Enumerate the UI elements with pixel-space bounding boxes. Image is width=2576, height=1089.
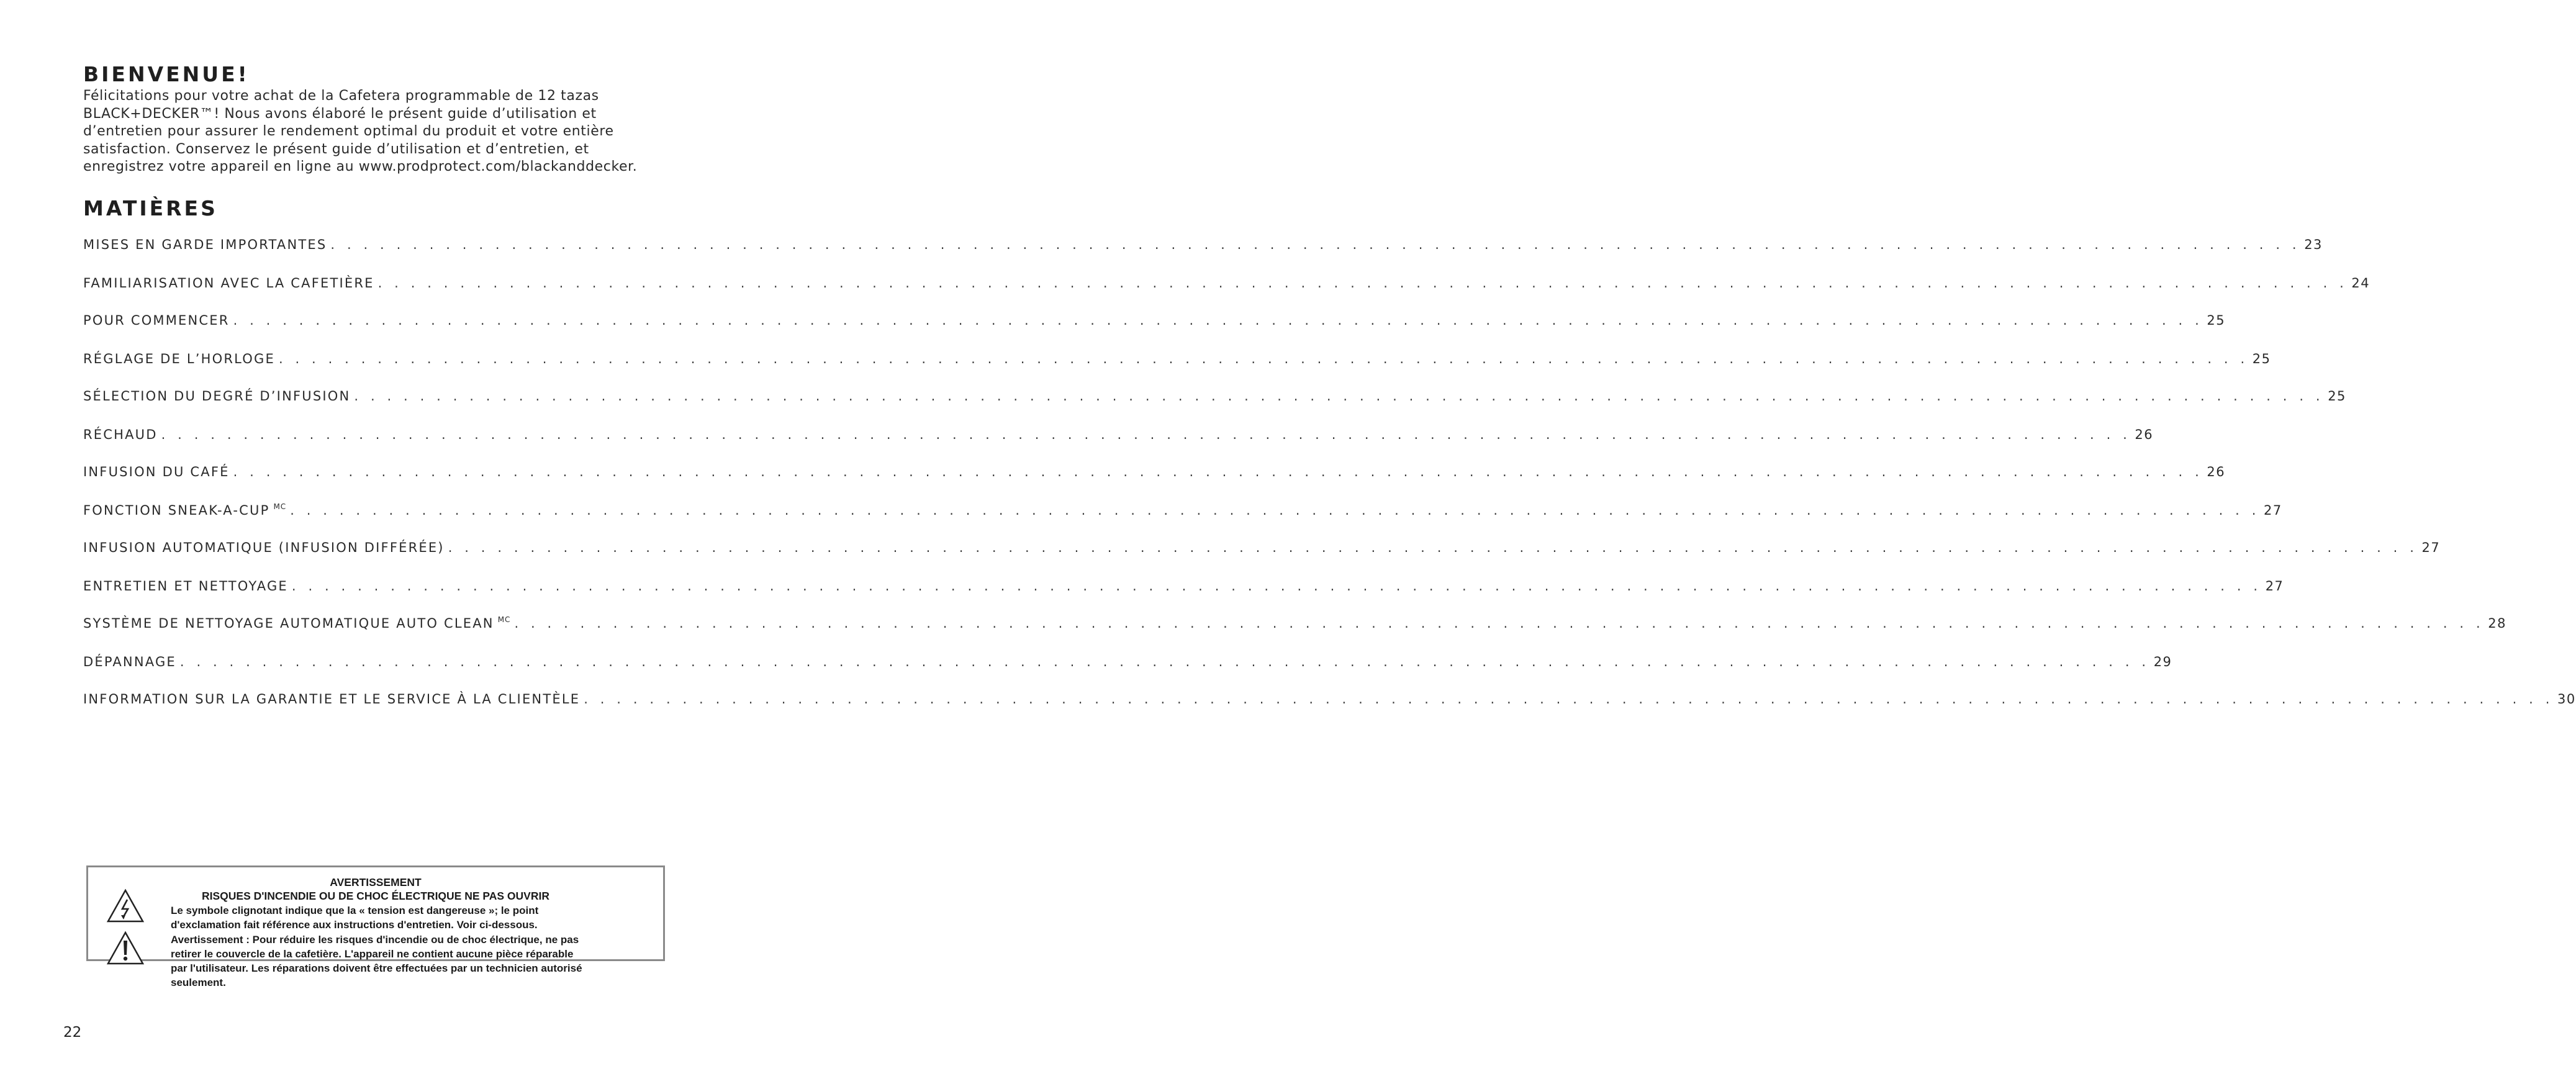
toc-entry xyxy=(83,692,2576,710)
toc-entry-title: RÉCHAUD xyxy=(83,427,158,442)
toc-dot-leader: . . . . . . . . . . . . . . . . . . . . . . . . . . . . . . . . . . . . . . . . . . . . . . . . . . . . . . . . . . . . . . . . . . . . . . . . . . . . . . . . . . . . . . . . . . . . . . . . . . . . . . . . . . . . . . . . . . . . . . . . xyxy=(179,654,2150,669)
toc-entry xyxy=(83,351,2271,370)
toc-entry-title: INFUSION DU CAFÉ xyxy=(83,464,230,479)
toc-entry xyxy=(83,615,2506,635)
toc-dot-leader: . . . . . . . . . . . . . . . . . . . . . . . . . . . . . . . . . . . . . . . . . . . . . . . . . . . . . . . . . . . . . . . . . . . . . . . . . . . . . . . . . . . . . . . . . . . . . . . . . . . . . . . . . . . . . . . . . . . . . . . . xyxy=(161,427,2131,442)
toc-dot-leader: . . . . . . . . . . . . . . . . . . . . . . . . . . . . . . . . . . . . . . . . . . . . . . . . . . . . . . . . . . . . . . . . . . . . . . . . . . . . . . . . . . . . . . . . . . . . . . . . . . . . . . . . . . . . . . . . . . . . . . . . xyxy=(584,692,2554,707)
exclamation-warning-icon xyxy=(106,931,145,965)
toc-entry xyxy=(83,464,2226,483)
intro-line: enregistrez votre appareil en ligne au www.prodprotect.com/blackanddecker. xyxy=(83,159,638,174)
toc-dot-leader: . . . . . . . . . . . . . . . . . . . . . . . . . . . . . . . . . . . . . . . . . . . . . . . . . . . . . . . . . . . . . . . . . . . . . . . . . . . . . . . . . . . . . . . . . . . . . . . . . . . . . . . . . . . . . . . . . . . . . . . . xyxy=(291,579,2262,594)
toc-entry-title: DÉPANNAGE xyxy=(83,654,176,669)
toc-entry-page: 30 xyxy=(2557,692,2576,707)
warning-line: retirer le couvercle de la cafetière. L'appareil ne contient aucune pièce réparable xyxy=(171,947,574,960)
trademark-superscript: MC xyxy=(497,615,511,624)
toc-dot-leader: . . . . . . . . . . . . . . . . . . . . . . . . . . . . . . . . . . . . . . . . . . . . . . . . . . . . . . . . . . . . . . . . . . . . . . . . . . . . . . . . . . . . . . . . . . . . . . . . . . . . . . . . . . . . . . . . . . . . . . . . xyxy=(448,540,2418,555)
toc-entry xyxy=(83,313,2226,332)
toc-entry-page: 27 xyxy=(2421,540,2441,555)
toc-dot-leader: . . . . . . . . . . . . . . . . . . . . . . . . . . . . . . . . . . . . . . . . . . . . . . . . . . . . . . . . . . . . . . . . . . . . . . . . . . . . . . . . . . . . . . . . . . . . . . . . . . . . . . . . . . . . . . . . . . . . . . . . xyxy=(377,276,2348,291)
toc-entry xyxy=(83,427,2154,446)
toc-entry xyxy=(83,237,2323,256)
toc-dot-leader: . . . . . . . . . . . . . . . . . . . . . . . . . . . . . . . . . . . . . . . . . . . . . . . . . . . . . . . . . . . . . . . . . . . . . . . . . . . . . . . . . . . . . . . . . . . . . . . . . . . . . . . . . . . . . . . . . . . . . . . . xyxy=(330,237,2301,252)
toc-entry-page: 23 xyxy=(2304,237,2323,252)
toc-dot-leader: . . . . . . . . . . . . . . . . . . . . . . . . . . . . . . . . . . . . . . . . . . . . . . . . . . . . . . . . . . . . . . . . . . . . . . . . . . . . . . . . . . . . . . . . . . . . . . . . . . . . . . . . . . . . . . . . . . . . . . . . xyxy=(354,389,2325,404)
toc-entry xyxy=(83,579,2284,597)
toc-entry-page: 29 xyxy=(2153,654,2172,669)
toc-entry-page: 26 xyxy=(2135,427,2154,442)
toc-entry-page: 26 xyxy=(2207,464,2226,479)
toc-entry-title: FONCTION SNEAK-A-CUP xyxy=(83,503,270,518)
toc-entry-title: SÉLECTION DU DEGRÉ D’INFUSION xyxy=(83,389,351,404)
toc-entry-title: FAMILIARISATION AVEC LA CAFETIÈRE xyxy=(83,276,374,291)
intro-line: BLACK+DECKER™! Nous avons élaboré le présent guide d’utilisation et xyxy=(83,106,597,122)
toc-entry-page: 25 xyxy=(2252,351,2271,366)
welcome-intro xyxy=(83,88,679,176)
toc-dot-leader: . . . . . . . . . . . . . . . . . . . . . . . . . . . . . . . . . . . . . . . . . . . . . . . . . . . . . . . . . . . . . . . . . . . . . . . . . . . . . . . . . . . . . . . . . . . . . . . . . . . . . . . . . . . . . . . . . . . . . . . . xyxy=(290,503,2260,518)
trademark-superscript: MC xyxy=(273,502,287,511)
toc-entry-page: 28 xyxy=(2488,616,2506,631)
page-number: 22 xyxy=(63,1024,82,1041)
lightning-warning-icon xyxy=(106,888,145,923)
toc-entry-title: INFORMATION SUR LA GARANTIE ET LE SERVICE À LA CLIENTÈLE xyxy=(83,692,581,707)
toc-entry xyxy=(83,502,2282,522)
warning-line: par l'utilisateur. Les réparations doivent être effectuées par un technicien autorisé xyxy=(171,962,582,975)
toc-dot-leader: . . . . . . . . . . . . . . . . . . . . . . . . . . . . . . . . . . . . . . . . . . . . . . . . . . . . . . . . . . . . . . . . . . . . . . . . . . . . . . . . . . . . . . . . . . . . . . . . . . . . . . . . . . . . . . . . . . . . . . . . xyxy=(233,313,2203,328)
warning-heading: AVERTISSEMENT xyxy=(330,876,422,888)
intro-line: Félicitations pour votre achat de la Cafetera programmable de 12 tazas xyxy=(83,88,599,104)
welcome-title: BIENVENUE! xyxy=(83,62,250,86)
warning-text xyxy=(171,903,661,990)
warning-line: seulement. xyxy=(171,977,226,989)
toc-entry-title: POUR COMMENCER xyxy=(83,313,230,328)
toc-entry-title: SYSTÈME DE NETTOYAGE AUTOMATIQUE AUTO CLEAN xyxy=(83,616,494,631)
warning-line: Avertissement : Pour réduire les risques d'incendie ou de choc électrique, ne pas xyxy=(171,933,579,946)
warning-line: Le symbole clignotant indique que la « tension est dangereuse »; le point xyxy=(171,905,539,916)
toc-entry-page: 27 xyxy=(2265,579,2284,594)
toc-entry-title: RÉGLAGE DE L’HORLOGE xyxy=(83,351,275,366)
warning-box xyxy=(86,865,665,989)
toc-entry-title: MISES EN GARDE IMPORTANTES xyxy=(83,237,327,252)
contents-title: MATIÈRES xyxy=(83,196,218,220)
warning-subheading: RISQUES D'INCENDIE OU DE CHOC ÉLECTRIQUE NE PAS OUVRIR xyxy=(201,890,549,902)
toc-entry-page: 25 xyxy=(2328,389,2346,404)
intro-line: d’entretien pour assurer le rendement optimal du produit et votre entière xyxy=(83,124,614,139)
toc-entry xyxy=(83,654,2172,673)
warning-line: d'exclamation fait référence aux instructions d'entretien. Voir ci-dessous. xyxy=(171,919,538,931)
toc-entry-title: ENTRETIEN ET NETTOYAGE xyxy=(83,579,288,594)
toc-entry xyxy=(83,389,2346,407)
intro-line: satisfaction. Conservez le présent guide d’utilisation et d’entretien, et xyxy=(83,141,589,157)
toc-dot-leader: . . . . . . . . . . . . . . . . . . . . . . . . . . . . . . . . . . . . . . . . . . . . . . . . . . . . . . . . . . . . . . . . . . . . . . . . . . . . . . . . . . . . . . . . . . . . . . . . . . . . . . . . . . . . . . . . . . . . . . . . xyxy=(233,464,2203,479)
toc-dot-leader: . . . . . . . . . . . . . . . . . . . . . . . . . . . . . . . . . . . . . . . . . . . . . . . . . . . . . . . . . . . . . . . . . . . . . . . . . . . . . . . . . . . . . . . . . . . . . . . . . . . . . . . . . . . . . . . . . . . . . . . . xyxy=(514,616,2485,631)
toc-entry-page: 24 xyxy=(2351,276,2370,291)
toc-entry-page: 25 xyxy=(2207,313,2226,328)
toc-dot-leader: . . . . . . . . . . . . . . . . . . . . . . . . . . . . . . . . . . . . . . . . . . . . . . . . . . . . . . . . . . . . . . . . . . . . . . . . . . . . . . . . . . . . . . . . . . . . . . . . . . . . . . . . . . . . . . . . . . . . . . . . xyxy=(278,351,2249,366)
toc-entry-page: 27 xyxy=(2263,503,2282,518)
toc-entry-title: INFUSION AUTOMATIQUE (INFUSION DIFFÉRÉE) xyxy=(83,540,445,555)
toc-entry xyxy=(83,276,2370,294)
toc-entry xyxy=(83,540,2441,559)
